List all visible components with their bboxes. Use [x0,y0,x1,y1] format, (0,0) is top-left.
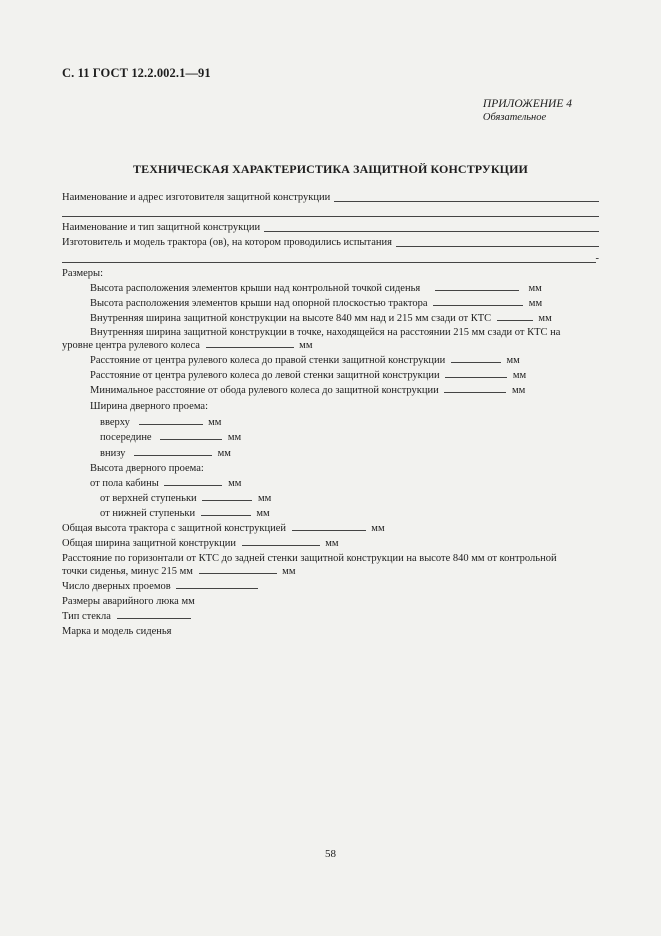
horizontal-dist-unit: мм [282,566,296,577]
dist-right-blank [451,362,501,363]
field-tractor-blank-2 [62,262,596,263]
hatch-size: Размеры аварийного люка мм [62,596,195,607]
dist-left [90,369,526,383]
door-width-middle-blank [160,439,222,440]
doors-count-blank [176,588,258,589]
door-height-lower-step-unit: мм [256,508,270,519]
dist-right [90,354,520,368]
overall-height [62,522,385,536]
door-height-floor-blank [164,485,222,486]
field-tractor-line-2 [62,252,599,266]
field-manufacturer-blank-2 [62,216,599,217]
door-height-upper-step [100,492,271,506]
field-tractor-label: Изготовитель и модель трактора (ов), на котором проводились испытания [62,237,392,248]
dimensions-label: Размеры: [62,268,104,279]
overall-width-blank [242,545,320,546]
roof-height-ref [90,282,542,296]
door-width-bottom-unit: мм [217,448,231,459]
door-height-lower-step [100,507,270,521]
door-height-lower-step-label: от нижней ступеньки [100,508,196,519]
roof-height-platform-unit: мм [528,298,543,309]
door-height-floor-unit: мм [228,478,242,489]
door-height-upper-step-blank [202,500,252,501]
inner-width-215-blank [206,347,294,348]
door-height-floor-label: от пола кабины [90,478,159,489]
field-type-label: Наименование и тип защитной конструкции [62,222,261,233]
door-height-upper-step-label: от верхней ступеньки [100,493,197,504]
seat-model: Марка и модель сиденья [62,626,172,637]
glass-type-blank [117,618,191,619]
dist-right-unit: мм [506,355,520,366]
door-height-upper-step-unit: мм [257,493,272,504]
field-tractor [62,236,599,250]
appendix-title: ПРИЛОЖЕНИЕ 4 [482,98,572,110]
dist-left-unit: мм [512,370,527,381]
overall-height-unit: мм [371,523,385,534]
door-height-label: Высота дверного проема: [90,463,204,474]
inner-width-215-unit: мм [299,340,313,351]
door-width-bottom-label: внизу [100,448,126,459]
dist-left-label: Расстояние от центра рулевого колеса до левой стенки защитной конструкции [90,370,440,381]
door-width-bottom-blank [134,455,212,456]
field-tractor-dash: - [595,253,599,264]
document-title: ТЕХНИЧЕСКАЯ ХАРАКТЕРИСТИКА ЗАЩИТНОЙ КОНСТРУКЦИИ [133,162,528,176]
glass-type [62,610,194,624]
horizontal-dist-blank [199,573,277,574]
horizontal-dist-line-2 [62,565,295,579]
door-width-label: Ширина дверного проема: [90,401,208,412]
field-manufacturer-label: Наименование и адрес изготовителя защитной конструкции [62,192,331,203]
field-type-blank [264,231,599,232]
field-manufacturer [62,191,599,205]
inner-width-215-label: уровне центра рулевого колеса [62,340,200,351]
page-number: 58 [325,848,336,860]
min-dist-unit: мм [512,385,526,396]
overall-width-unit: мм [325,538,339,549]
roof-height-platform-blank [433,305,523,306]
field-tractor-blank [396,246,599,247]
page-header: С. 11 ГОСТ 12.2.002.1—91 [62,66,211,80]
dist-left-blank [445,377,507,378]
door-height-floor [90,477,241,491]
appendix-label [483,98,572,124]
min-dist [90,384,525,398]
horizontal-dist-label: точки сиденья, минус 215 мм [62,566,193,577]
inner-width-840 [90,312,552,326]
door-width-bottom [100,447,231,461]
inner-width-840-label: Внутренняя ширина защитной конструкции на высоте 840 мм над и 215 мм сзади от КТС [90,313,492,324]
roof-height-ref-unit: мм [528,283,542,294]
min-dist-blank [444,392,506,393]
dist-right-label: Расстояние от центра рулевого колеса до правой стенки защитной конструкции [90,355,446,366]
inner-width-840-unit: мм [538,313,552,324]
door-width-middle [100,431,241,445]
door-width-top-label: вверху [100,417,130,428]
roof-height-platform [90,297,542,311]
horizontal-dist-line-1: Расстояние по горизонтали от КТС до задней стенки защитной конструкции на высоте 840 мм от контрольной [62,553,557,564]
door-height-lower-step-blank [201,515,251,516]
overall-height-blank [292,530,366,531]
inner-width-215-line-1: Внутренняя ширина защитной конструкции в точке, находящейся на расстоянии 215 мм сзади от КТС на [90,327,561,338]
min-dist-label: Минимальное расстояние от обода рулевого колеса до защитной конструкции [90,385,439,396]
door-width-top-unit: мм [208,417,222,428]
door-width-middle-label: посередине [100,432,152,443]
roof-height-platform-label: Высота расположения элементов крыши над опорной плоскостью трактора [90,298,428,309]
overall-width [62,537,339,551]
appendix-subtitle: Обязательное [482,112,547,123]
door-width-top-blank [139,424,203,425]
doors-count [62,580,261,594]
field-manufacturer-blank [334,201,599,202]
overall-width-label: Общая ширина защитной конструкции [62,538,236,549]
inner-width-215-line-2 [62,339,312,353]
roof-height-ref-label: Высота расположения элементов крыши над контрольной точкой сиденья [90,283,421,294]
doors-count-label: Число дверных проемов [62,581,171,592]
roof-height-ref-blank [435,290,519,291]
glass-type-label: Тип стекла [62,611,111,622]
inner-width-840-blank [497,320,533,321]
overall-height-label: Общая высота трактора с защитной конструкцией [62,523,287,534]
door-width-middle-unit: мм [227,432,242,443]
field-type [62,221,599,235]
door-width-top [100,416,221,430]
